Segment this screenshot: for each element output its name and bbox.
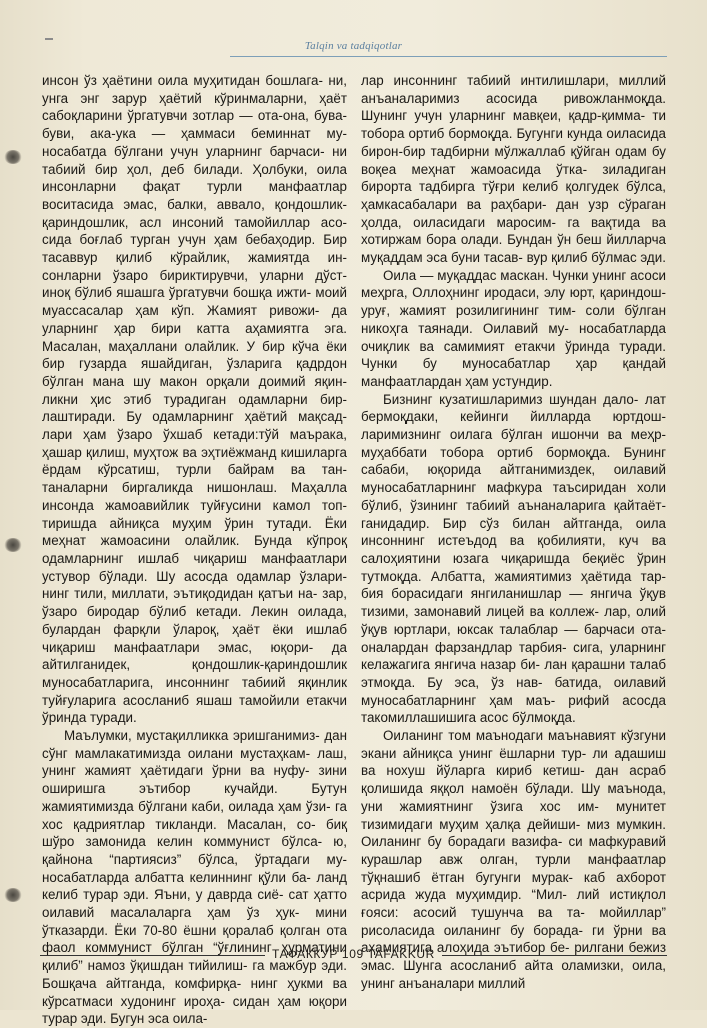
page-footer	[40, 946, 667, 966]
paragraph: Оила — муқаддас маскан. Чунки унинг асоси меҳрга, Оллоҳнинг иродаси, элу юрт, қариндош-уруғ, жамият розилигининг тим- соли бўлган никоҳга таянади. Оилавий му- носабатларда очиқлик ва самимият етакчи ўринда туради. Чунки бу муносабатлар ҳар қандай манфаатлардан ҳам устундир.	[361, 267, 666, 389]
paragraph: Маълумки, мустақилликка эришганимиз- дан сўнг мамлакатимизда оилани мустаҳкам- лаш, унинг жамият ҳаётидаги ўрни ва нуфу- зини оширишга эътибор кучайди. Бутун жамиятимизда бўлгани каби, оилада ҳам ўзи- га хос қадриятлар тикланди. Масалан, со- биқ шўро замонида келин коммунист бўлса- ю, қайнона “партиясиз” бўлса, ўртадаги му- носабатларда албатта келиннинг қўли ба- ланд келиб турар эди. Яъни, у даврда сиё- сат ҳатто оилавий масалаларга ҳам ўз ҳук- мини ўтказарди. Ёки 70-80 ёшни қоралаб қолган ота фаол коммунист бўлган “ўғлининг ҳурматини қилиб” намоз ўқишдан тийилиш- га мажбур эди. Бошқача айтганда, комфирқа- нинг ҳукми ва кўрсатмаси худонинг ироҳа- сидан ҳам юқори турар эди. Бугун эса оила-	[42, 728, 347, 1027]
binder-hole	[4, 538, 22, 552]
binder-hole	[4, 888, 22, 902]
binder-hole	[4, 150, 22, 164]
paragraph: Бизнинг кузатишларимиз шундан дало- лат бермоқдаки, кейинги йилларда юртдош- ларимизнинг оилага бўлган ишончи ва меҳр- муҳаббати тобора ортиб бормоқда. Бунинг сабаби, юқорида айтганимиздек, оилавий муносабатларнинг мафкура таъсиридан холи бўлиб, ўзининг табиий аънаналарига қайтаёт- ганидадир. Бир сўз билан айтганда, оила инсоннинг истеъдод ва қобилияти, куч ва салоҳиятини юзага чиқаришда беқиёс ўрин тутмоқда. Албатта, жамиятимиз ҳаётида тар- бия борасидаги янгиланишлар — янгича ўқув тизими, замонавий лицей ва коллеж- лар, олий ўқув юртлари, юксак талаблар — барчаси ота-оналардан фарзандлар тарбия- сига, уларнинг келажагига янгича назар би- лан қарашни талаб этмоқда. Бу эса, ўз нав- батида, оилавий муносабатларнинг ҳам маъ- рифий асосда такомиллашишига асос бўлмоқда.	[361, 391, 666, 726]
header-rule	[230, 56, 667, 57]
right-text-column	[361, 72, 666, 993]
paragraph: Оиланинг том маънодаги маънавият кўзгуни экани айниқса унинг ёшларни тур- ли адашиш ва нохуш йўларга кириб кетиш- дан асраб қолишида яққол намоён бўлади. Шу маънода, уни жамиятнинг ўзига хос им- мунитет тизимидаги муҳим ҳалқа дейиши- миз мумкин. Оиланинг бу борадаги вазифа- си мафкуравий курашлар авж олган, турли манфаатлар тўқнашиб ётган бугунги мурак- каб ахборот асрида жуда муҳимдир. “Мил- лий истиқлол ғояси: асосий тушунча ва та- мойиллар” рисоласида оиланинг бу борада- ги ўрни ва аҳамиятига алоҳида эътибор бе- рилгани бежиз эмас. Шунга асосланиб айта оламизки, оила, унинг анъаналари миллий	[361, 728, 666, 991]
paragraph: инсон ўз ҳаётини оила муҳитидан бошлага- ни, унга энг зарур ҳаётий кўринмаларни, ҳаёт сабоқларини ўргатувчи зотлар — ота-она, бува-буви, ака-ука — ҳаммаси беминнат му- носабатда бўлгани учун уларнинг барчаси- ни табиий бир ҳол, деб билади. Ҳолбуки, оила инсонларни фақат турли манфаатлар воситасида эмас, балки, аввало, қондошлик- қариндошлик, асл инсоний тамойиллар асо- сида боғлаб турган учун ҳам бебаҳодир. Бир тасаввур қилиб кўрайлик, жамиятда ин- сонларни ўзаро бириктирувчи, уларни дўст- иноқ бўлиб яшашга ўргатувчи бошқа ижти- моий муассасалар ҳам кўп. Жамият ривожи- да уларнинг ҳар бири катта аҳамиятга эга. Масалан, маҳаллани олайлик. У бир кўча ёки бир гузарда яшайдиган, ўзларига қадрдон бўлган мана шу макон орқали доимий яқин- ликни ҳис этиб турадиган одамларни бир- лаштиради. Бу одамларнинг ҳаётий мақсад- лари ҳам ўзаро ўхшаб кетади:тўй маърака, ҳашар қилиш, муҳтож ва эҳтиёжманд кишиларга ёрдам кўрсатиш, турли байрам ва тан- таналарни биргаликда нишонлаш. Маҳалла инсонда жамоавийлик туйғусини камол топ- тиришда айниқса муҳим ўрин тутади. Ёки меҳнат жамоасини олайлик. Бунда кўпроқ одамларнинг ишлаб чиқариш манфаатлари устувор бўлади. Шу асосда одамлар ўзлари- нинг тили, миллати, эътиқодидан қатъи на- зар, ўзаро биродар бўлиб кетади. Лекин оилада, булардан фарқли ўлароқ, ҳаёт ёки ишлаб чиқариш манфаатлари эмас, юқори- да айтилганидек, қондошлик-қариндошлик муносабатларига, инсоннинг табиий яқинлик туйғуларига асосланиб яшаш тамойили етакчи ўринда туради.	[42, 73, 347, 726]
footer-rule-right	[442, 955, 667, 956]
paragraph: лар инсоннинг табиий интилишлари, миллий анъаналаримиз асосида ривожланмоқда. Шунинг учун уларнинг мавқеи, қадр-қимма- ти тобора ортиб бормоқда. Бугунги кунда оиласида бирон-бир тадбирни мўлжаллаб қўйган одам бу воқеа меҳнат жамоасида ўтка- зиладиган бирорта тадбирга тўғри келиб қолгудек бўлса, ҳамкасабалари ва раҳбари- дан узр сўраган ҳолда, оиласидаги маросим- га вақтида ва хотиржам бора олади. Бундан ўн беш йилларча муқаддам эса буни тасав- вур қилиб бўлмас эди.	[361, 73, 666, 266]
left-text-column	[42, 72, 347, 1028]
footer-text: ТАФАККУР 109 TAFAKKUR	[272, 947, 435, 961]
running-header: Talqin va tadqiqotlar	[304, 40, 403, 52]
